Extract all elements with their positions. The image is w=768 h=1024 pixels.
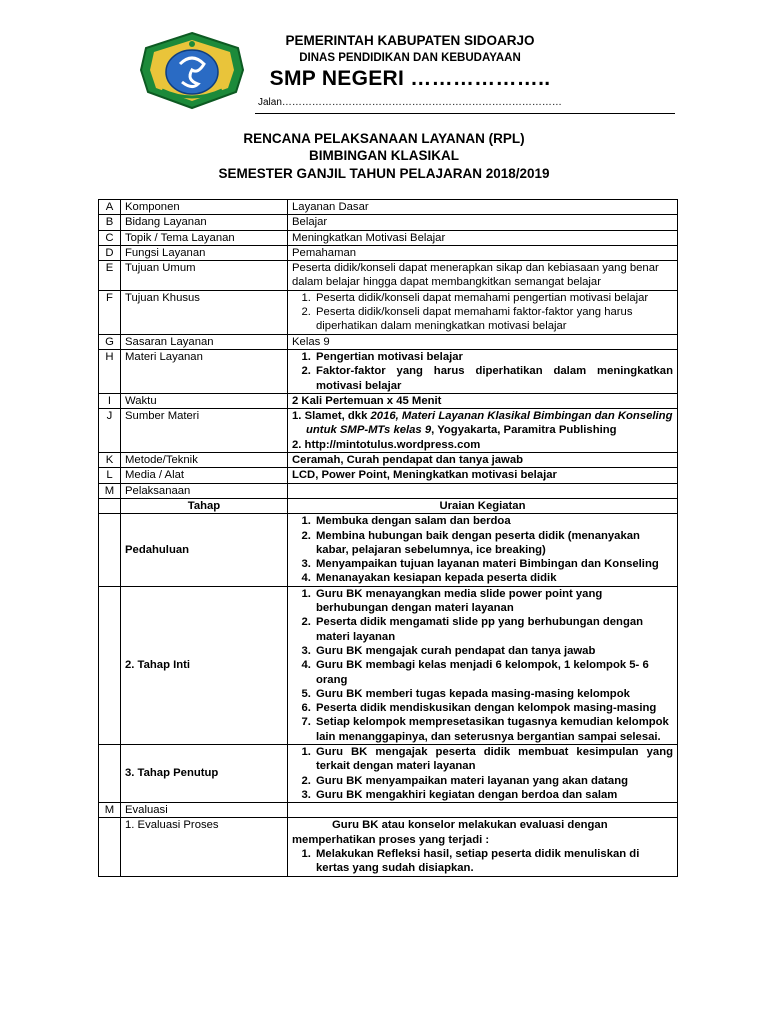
row-letter: K [99,453,121,468]
stage-label: 2. Tahap Inti [121,586,288,744]
list-item: 6. Peserta didik mendiskusikan dengan kelompok masing-masing [314,701,673,715]
table-row [99,409,678,453]
row-value [288,409,678,453]
row-label: Media / Alat [121,468,288,483]
department-name: DINAS PENDIDIKAN DAN KEBUDAYAAN [299,52,521,64]
row-label: Tujuan Umum [121,261,288,291]
list-item: 2. Guru BK menyampaikan materi layanan yang akan datang [314,774,673,788]
row-label: Topik / Tema Layanan [121,230,288,245]
list-item: 1. Peserta didik/konseli dapat memahami pengertian motivasi belajar [314,291,673,305]
row-letter: M [99,483,121,498]
list-item: 2. Faktor-faktor yang harus diperhatikan dalam meningkatkan motivasi belajar [314,364,673,393]
government-name: PEMERINTAH KABUPATEN SIDOARJO [285,33,535,48]
row-value: Layanan Dasar [288,200,678,215]
list-item: 2. Peserta didik mengamati slide pp yang berhubungan dengan materi layanan [314,615,673,644]
row-letter: C [99,230,121,245]
row-label: Evaluasi [121,803,288,818]
row-label: Pelaksanaan [121,483,288,498]
row-value [288,818,678,876]
source-link[interactable]: 2. http://mintotulus.wordpress.com [292,438,481,451]
list-item: 1. Pengertian motivasi belajar [314,350,673,364]
table-row [99,245,678,260]
table-row [99,803,678,818]
row-letter: L [99,468,121,483]
row-label: Fungsi Layanan [121,245,288,260]
list-item: 3. Guru BK mengajak curah pendapat dan tanya jawab [314,644,673,658]
table-row [99,818,678,876]
table-row [99,586,678,744]
activity-list [292,587,673,744]
list-item: 3. Menyampaikan tujuan layanan materi Bimbingan dan Konseling [314,557,673,571]
list-item: 4. Menanayakan kesiapan kepada peserta didik [314,571,673,585]
list-item: 1. Guru BK mengajak peserta didik membuat kesimpulan yang terkait dengan materi layanan [314,745,673,774]
row-value: Belajar [288,215,678,230]
source-publisher: , Yogyakarta, Paramitra Publishing [431,424,617,437]
list-item: 5. Guru BK memberi tugas kepada masing-masing kelompok [314,687,673,701]
evaluation-list [292,847,673,876]
table-row [99,483,678,498]
table-row [99,468,678,483]
row-letter [99,586,121,744]
row-label: Materi Layanan [121,349,288,393]
row-letter [99,514,121,586]
row-letter: D [99,245,121,260]
table-row [99,453,678,468]
list-item: 4. Guru BK membagi kelas menjadi 6 kelompok, 1 kelompok 5- 6 orang [314,658,673,687]
stage-activities [288,514,678,586]
row-label: Sasaran Layanan [121,334,288,349]
stage-activities [288,586,678,744]
row-value: LCD, Power Point, Meningkatkan motivasi belajar [288,468,678,483]
row-value [288,349,678,393]
list-item: 7. Setiap kelompok mempresetasikan tugasnya kemudian kelompok lain menanggapinya, dan seterusnya bergantian sampai selesai. [314,715,673,744]
table-row [99,393,678,408]
rpl-table [98,199,678,877]
evaluation-intro: Guru BK atau konselor melakukan evaluasi dengan memperhatikan proses yang terjadi : [292,819,608,846]
school-address: Jalan………………………………………………………………………… [258,97,562,108]
list-item: 2. Peserta didik/konseli dapat memahami faktor-faktor yang harus diperhatikan dalam meningkatkan motivasi belajar [314,305,673,334]
row-label: Tujuan Khusus [121,290,288,334]
row-value [288,483,678,498]
row-letter: G [99,334,121,349]
row-value: Ceramah, Curah pendapat dan tanya jawab [288,453,678,468]
row-letter: F [99,290,121,334]
row-label: Waktu [121,393,288,408]
school-name: SMP NEGERI ……………….. [269,67,551,90]
document-subtitle: BIMBINGAN KLASIKAL [309,148,459,163]
table-row [99,230,678,245]
row-label: Sumber Materi [121,409,288,453]
list-item: 2. Membina hubungan baik dengan peserta didik (menanyakan kabar, pelajaran sebelumnya, ice breaking) [314,529,673,558]
activity-list [292,745,673,802]
list-item: 3. Guru BK mengakhiri kegiatan dengan berdoa dan salam [314,788,673,802]
stage-label: 3. Tahap Penutup [121,744,288,802]
header-divider [255,113,675,114]
tujuan-khusus-list [292,291,673,334]
table-row [99,215,678,230]
row-letter: I [99,393,121,408]
row-label: Metode/Teknik [121,453,288,468]
row-label: 1. Evaluasi Proses [121,818,288,876]
document-title: RENCANA PELAKSANAAN LAYANAN (RPL) [243,131,525,146]
table-row [99,498,678,513]
row-letter: M [99,803,121,818]
activity-list [292,514,673,585]
list-item: 1. Guru BK menayangkan media slide power point yang berhubungan dengan materi layanan [314,587,673,616]
source-book-title: 2016, Materi Layanan Klasikal Bimbingan dan Konseling untuk SMP-MTs kelas 9 [306,410,673,437]
table-row [99,334,678,349]
row-letter [99,498,121,513]
row-value [288,290,678,334]
document-semester: SEMESTER GANJIL TAHUN PELAJARAN 2018/2019 [218,166,550,181]
column-header-tahap: Tahap [121,498,288,513]
stage-label: Pedahuluan [121,514,288,586]
row-value: Pemahaman [288,245,678,260]
row-letter: A [99,200,121,215]
row-label: Bidang Layanan [121,215,288,230]
source-item: 1. Slamet, dkk 2016, Materi Layanan Klasikal Bimbingan dan Konseling untuk SMP-MTs kelas 9, Yogyakarta, Paramitra Publishing [292,410,673,437]
list-item: 1. Melakukan Refleksi hasil, setiap peserta didik menuliskan di kertas yang sudah disiapkan. [314,847,673,876]
table-row [99,200,678,215]
row-letter: B [99,215,121,230]
row-letter: H [99,349,121,393]
row-letter: E [99,261,121,291]
table-row [99,290,678,334]
row-letter: J [99,409,121,453]
row-letter [99,818,121,876]
row-letter [99,744,121,802]
row-value: Meningkatkan Motivasi Belajar [288,230,678,245]
row-value: Peserta didik/konseli dapat menerapkan sikap dan kebiasaan yang benar dalam belajar hingga dapat membangkitkan semangat belajar [288,261,678,291]
row-value: Kelas 9 [288,334,678,349]
table-row [99,514,678,586]
row-label: Komponen [121,200,288,215]
table-row [99,744,678,802]
column-header-uraian: Uraian Kegiatan [288,498,678,513]
row-value: 2 Kali Pertemuan x 45 Menit [288,393,678,408]
row-value [288,803,678,818]
materi-list [292,350,673,393]
table-row [99,261,678,291]
stage-activities [288,744,678,802]
source-author: Slamet, dkk [304,410,371,423]
table-row [99,349,678,393]
list-item: 1. Membuka dengan salam dan berdoa [314,514,673,528]
